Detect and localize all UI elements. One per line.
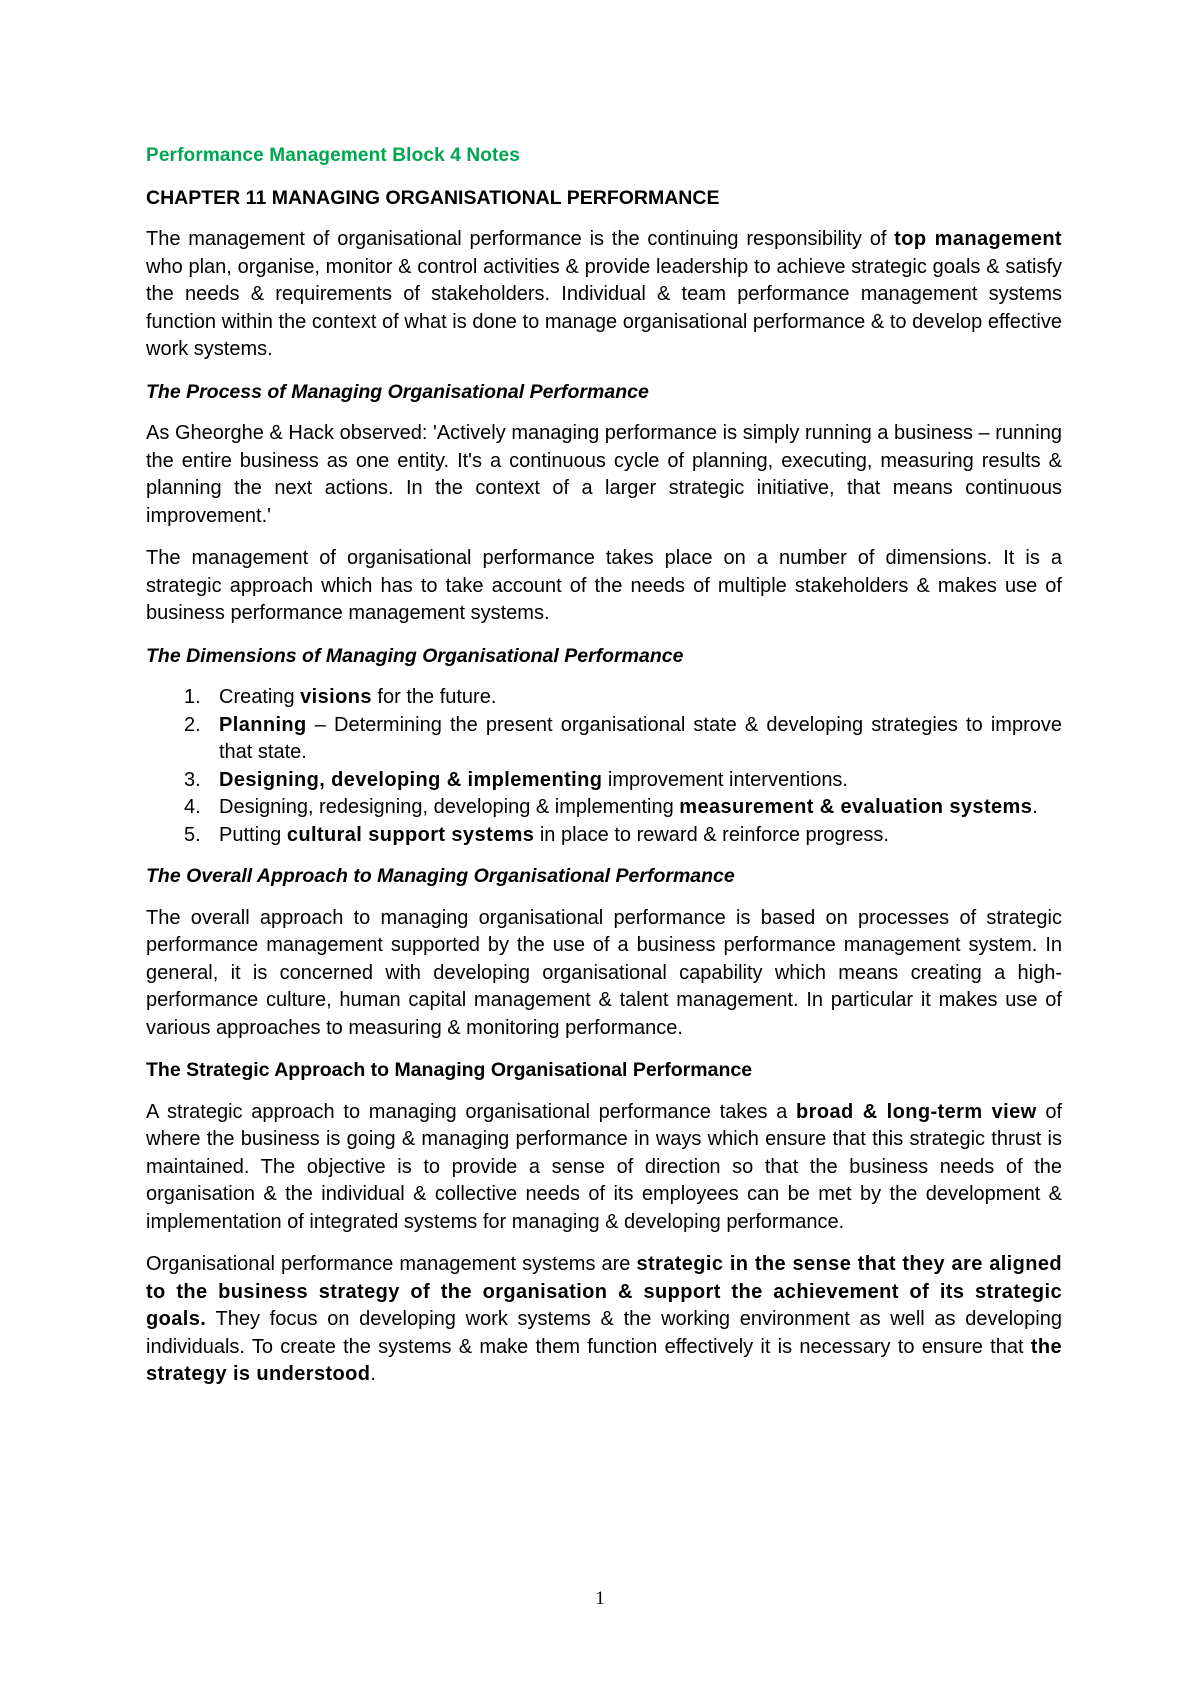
strategic-systems-paragraph: Organisational performance management systems are strategic in the sense that they are aligned to the business strategy of the organisation & support the achievement of its strategic goals. They focus on developing work systems & the working environment as well as developing individuals. To create the systems & make them function effectively it is necessary to ensure that the strategy is understood.	[146, 1253, 1062, 1385]
strategic-approach-heading: The Strategic Approach to Managing Organisational Performance	[146, 1059, 753, 1081]
list-item: 2. Planning – Determining the present organisational state & developing strategies to improve that state.	[184, 713, 1062, 763]
process-paragraph-quote: As Gheorghe & Hack observed: 'Actively managing performance is simply running a business – running the entire business as one entity. It's a continuous cycle of planning, executing, measuring results & planning the next actions. In the context of a larger strategic initiative, that means continuous improvement.'	[146, 422, 1062, 527]
list-item: 3. Designing, developing & implementing improvement interventions.	[184, 768, 848, 791]
list-item: 1. Creating visions for the future.	[184, 686, 497, 708]
overall-approach-heading: The Overall Approach to Managing Organisational Performance	[146, 865, 735, 887]
process-heading: The Process of Managing Organisational Performance	[146, 380, 649, 403]
process-paragraph-dimensions: The management of organisational performance takes place on a number of dimensions. It is a strategic approach which has to take account of the needs of multiple stakeholders & makes use of business performance management systems.	[146, 547, 1062, 624]
list-item: 4. Designing, redesigning, developing & implementing measurement & evaluation systems.	[184, 796, 1038, 818]
page-number: 1	[595, 1588, 605, 1609]
chapter-heading: CHAPTER 11 MANAGING ORGANISATIONAL PERFORMANCE	[146, 187, 720, 209]
strategic-approach-paragraph: A strategic approach to managing organisational performance takes a broad & long-term view of where the business is going & managing performance in ways which ensure that this strategic thrust is maintained. The objective is to provide a sense of direction so that the business needs of the organisation & the individual & collective needs of its employees can be met by the development & implementation of integrated systems for managing & developing performance.	[146, 1100, 1063, 1233]
overall-approach-paragraph: The overall approach to managing organisational performance is based on processes of strategic performance management supported by the use of a business performance management system. In general, it is concerned with developing organisational capability which means creating a high-performance culture, human capital management & talent management. In particular it makes use of various approaches to measuring & monitoring performance.	[146, 906, 1062, 1039]
list-item: 5. Putting cultural support systems in place to reward & reinforce progress.	[184, 823, 889, 846]
intro-paragraph: The management of organisational performance is the continuing responsibility of top management who plan, organise, monitor & control activities & provide leadership to achieve strategic goals & satisfy the needs & requirements of stakeholders. Individual & team performance management systems function within the context of what is done to manage organisational performance & to develop effective work systems.	[146, 228, 1062, 360]
dimensions-list	[146, 684, 1062, 849]
document-title: Performance Management Block 4 Notes	[146, 145, 520, 166]
document-page	[146, 142, 1062, 1404]
dimensions-heading: The Dimensions of Managing Organisational Performance	[146, 644, 684, 667]
